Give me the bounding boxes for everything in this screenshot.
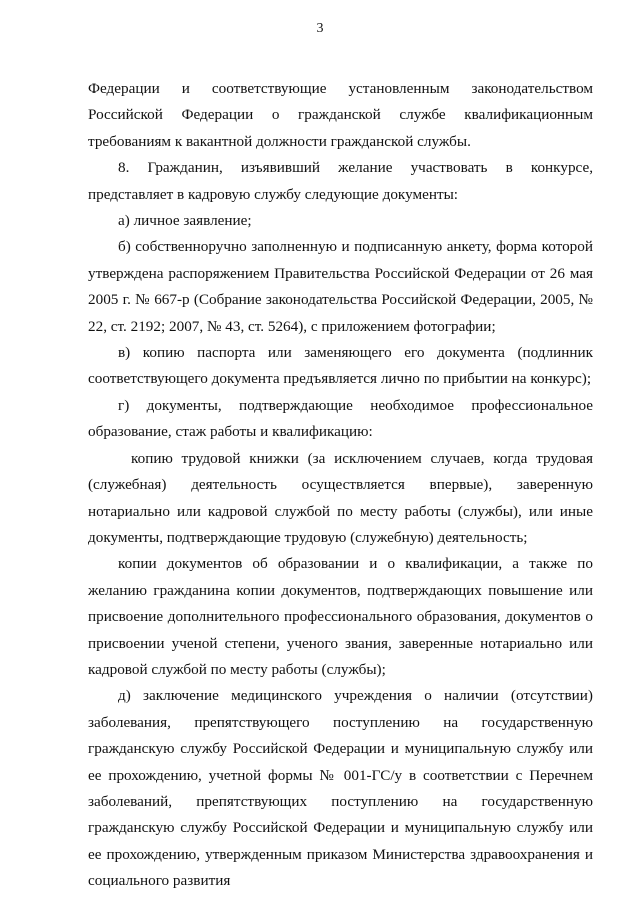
paragraph-item-b: б) собственноручно заполненную и подписанную анкету, форма которой утверждена распоряжением Правительства Российской Федерации от 26 мая 2005 г. № 667-р (Собрание законодательства Российской Федерации, 2005, № 22, ст. 2192; 2007, № 43, ст. 5264), с приложением фотографии;: [88, 238, 593, 335]
paragraph-item-v: в) копию паспорта или заменяющего его документа (подлинник соответствующего документа предъявляется лично по прибытии на конкурс);: [88, 344, 593, 388]
document-body: [88, 76, 593, 895]
paragraph-item-g: г) документы, подтверждающие необходимое профессиональное образование, стаж работы и квалификацию:: [88, 396, 593, 441]
paragraph-item-a: а) личное заявление;: [118, 212, 252, 230]
paragraph-continuation: Федерации и соответствующие установленным законодательством Российской Федерации о гражданской службе квалификационным требованиям к вакантной должности гражданской службы.: [88, 80, 593, 150]
page-number: 3: [316, 21, 324, 36]
paragraph-education-documents: копии документов об образовании и о квалификации, а также по желанию гражданина копии документов, подтверждающих повышение или присвоение дополнительного профессионального образования, документов о присвоении ученой степени, ученого звания, заверенные нотариально или кадровой службой по месту работы (службы);: [88, 555, 593, 678]
paragraph-item-d: д) заключение медицинского учреждения о наличии (отсутствии) заболевания, препятствующего поступлению на государственную гражданскую службу Российской Федерации и муниципальную службу или ее прохождению, учетной формы № 001-ГС/у в соответствии с Перечнем заболеваний, препятствующих поступлению на государственную гражданскую службу Российской Федерации и муниципальную службу или ее прохождению, утвержденным приказом Министерства здравоохранения и социального развития: [88, 687, 593, 890]
paragraph-item-8: 8. Гражданин, изъявивший желание участвовать в конкурсе, представляет в кадровую службу следующие документы:: [88, 159, 593, 203]
paragraph-employment-record: копию трудовой книжки (за исключением случаев, когда трудовая (служебная) деятельность осуществляется впервые), заверенную нотариально или кадровой службой по месту работы (службы), или иные документы, подтверждающие трудовую (служебную) деятельность;: [88, 449, 593, 546]
